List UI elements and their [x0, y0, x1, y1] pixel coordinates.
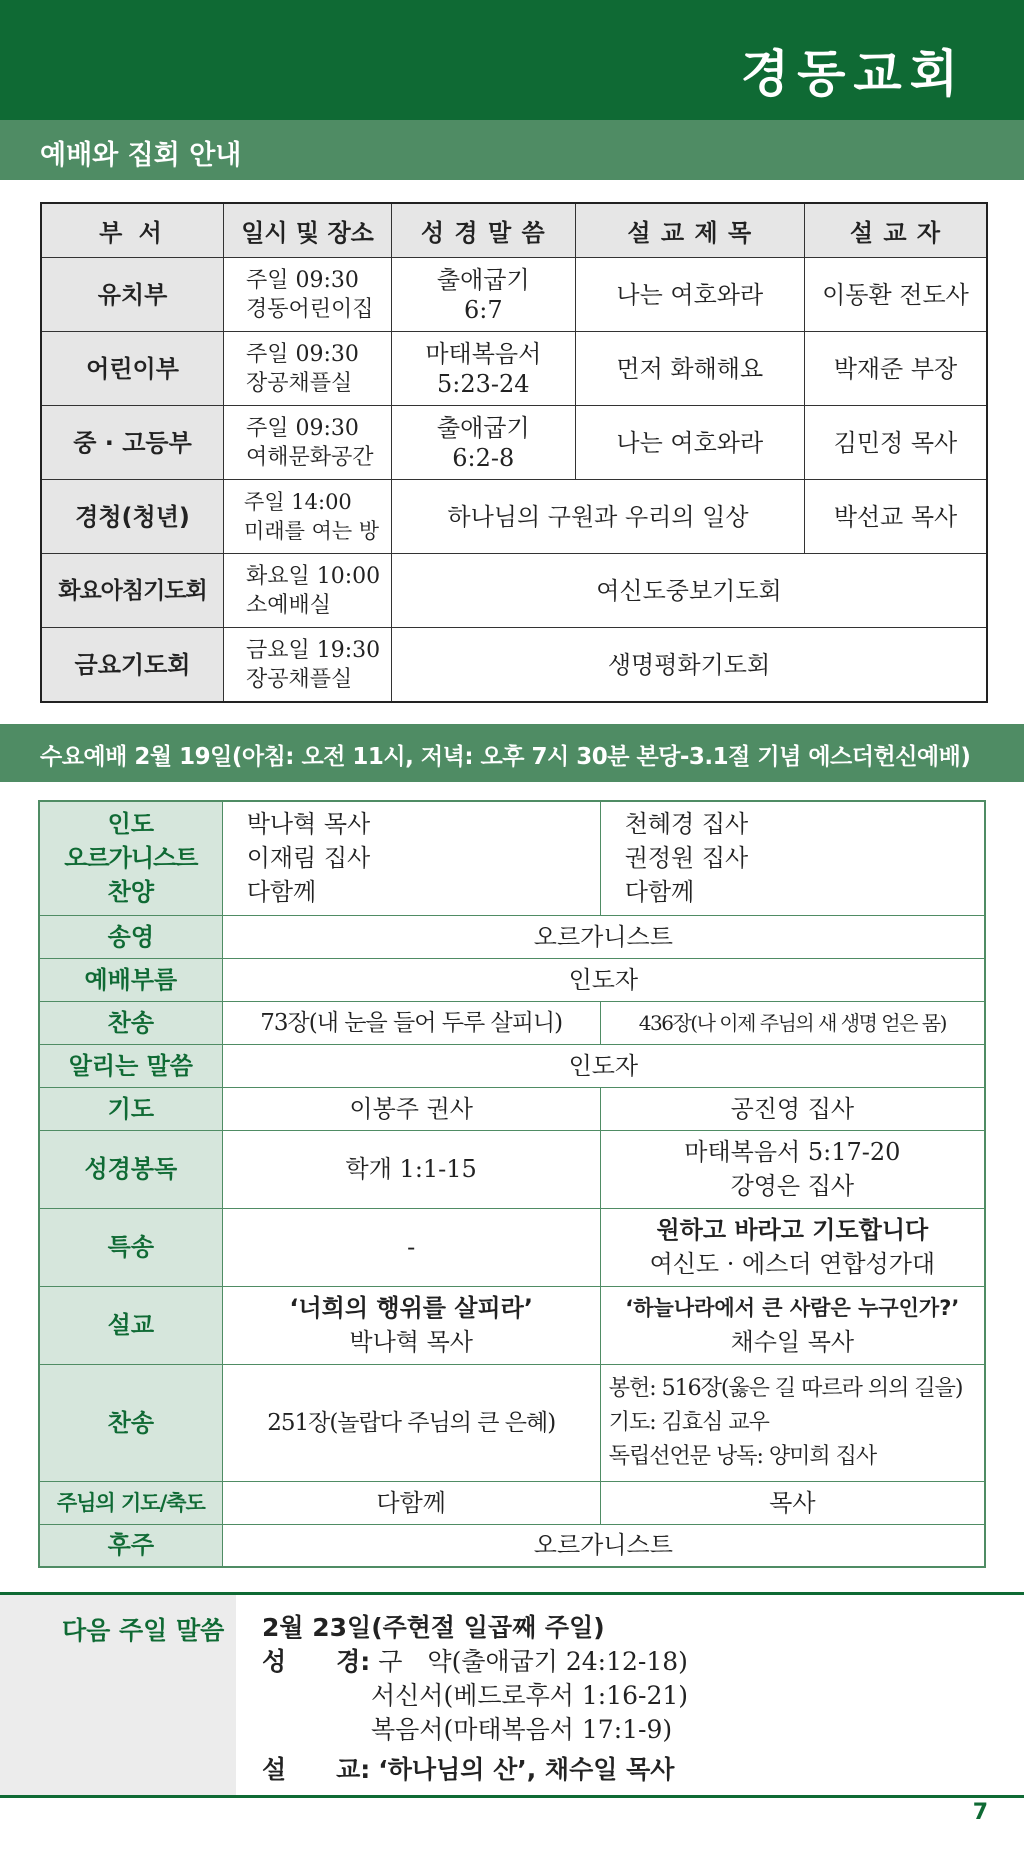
- hymn-morning: 73장(내 눈을 들어 두루 살피니): [222, 1001, 600, 1044]
- preacher: 김민정 목사: [804, 406, 987, 480]
- column-header: 성 경 말 씀: [391, 203, 575, 258]
- scripture-label: 성 경:: [262, 1647, 371, 1676]
- table-row: [39, 1208, 985, 1286]
- merged-program: 여신도중보기도회: [391, 554, 987, 628]
- time-place: [224, 628, 392, 703]
- reading-evening: [600, 1130, 985, 1208]
- section-title-wednesday: 수요예배 2월 19일(아침: 오전 11시, 저녁: 오후 7시 30분 본당-3.1절 기념 에스더헌신예배): [40, 744, 971, 770]
- praise-morning: 다함께: [246, 878, 317, 907]
- table-row: [39, 1286, 985, 1364]
- dept-name: 화요아침기도회: [41, 554, 224, 628]
- section-title-schedule: 예배와 집회 안내: [40, 140, 242, 171]
- prayer-evening: 공진영 집사: [600, 1087, 985, 1130]
- place-text: 미래를 여는 방: [244, 518, 380, 543]
- time-text: 주일 09:30: [246, 415, 359, 441]
- notice-value: 인도자: [222, 1044, 985, 1087]
- scripture-gospel: 복음서(마태복음서 17:1-9): [371, 1715, 673, 1744]
- organist-morning: 이재림 집사: [246, 844, 371, 873]
- next-week-date: 2월 23일(주현절 일곱째 주일): [262, 1613, 605, 1642]
- reading-evening-text: 마태복음서 5:17-20: [684, 1138, 901, 1166]
- label-call: 예배부름: [39, 958, 222, 1001]
- scripture: [391, 258, 575, 332]
- scripture-epistle: 서신서(베드로후서 1:16-21): [371, 1681, 689, 1710]
- place-text: 장공채플실: [246, 666, 353, 692]
- department-schedule-table: [40, 202, 988, 703]
- sermon-evening: [600, 1286, 985, 1364]
- postlude-value: 오르가니스트: [222, 1524, 985, 1567]
- next-week-label-area: [0, 1595, 236, 1795]
- sermon-morning: [222, 1286, 600, 1364]
- place-text: 장공채플실: [246, 370, 353, 396]
- sermon-morning-title: ‘너희의 행위를 살피라’: [289, 1294, 533, 1322]
- table-row: [41, 406, 987, 480]
- hymn-evening: 436장(나 이제 주님의 새 생명 얻은 몸): [600, 1001, 985, 1044]
- column-header: 부 서: [41, 203, 224, 258]
- merged-program: 생명평화기도회: [391, 628, 987, 703]
- leader-morning: 박나혁 목사: [246, 810, 371, 839]
- table-row: [39, 1130, 985, 1208]
- sermon-title: 나는 여호와라: [575, 406, 804, 480]
- dept-name: 어린이부: [41, 332, 224, 406]
- benediction-evening: 목사: [600, 1481, 985, 1524]
- time-text: 화요일 10:00: [246, 563, 381, 589]
- table-row: [39, 801, 985, 915]
- time-place: [224, 554, 392, 628]
- dept-name: 경청(청년): [41, 480, 224, 554]
- label-songyoung: 송영: [39, 915, 222, 958]
- scripture-ot: 구 약(출애굽기 24:12-18): [378, 1647, 688, 1676]
- table-row: [41, 554, 987, 628]
- time-text: 주일 09:30: [246, 341, 359, 367]
- reading-morning: 학개 1:1-15: [222, 1130, 600, 1208]
- table-header-row: [41, 203, 987, 258]
- table-row: [39, 1044, 985, 1087]
- table-row: [41, 628, 987, 703]
- next-week-title: 다음 주일 말씀: [62, 1616, 225, 1645]
- section-bar-schedule: [0, 120, 1024, 180]
- dept-name: 중 · 고등부: [41, 406, 224, 480]
- dept-name: 유치부: [41, 258, 224, 332]
- roles-morning: [222, 801, 600, 915]
- sermon-label: 설 교:: [262, 1755, 371, 1784]
- scripture-verse: 6:2-8: [452, 443, 515, 472]
- label-prayer: 기도: [39, 1087, 222, 1130]
- sermon-morning-preacher: 박나혁 목사: [349, 1328, 473, 1356]
- special-evening: [600, 1208, 985, 1286]
- label-sermon: 설교: [39, 1286, 222, 1364]
- label-benediction: 주님의 기도/축도: [39, 1481, 222, 1524]
- special-evening-title: 원하고 바라고 기도합니다: [656, 1216, 929, 1244]
- table-row: [39, 1001, 985, 1044]
- sermon-title: 먼저 화해해요: [575, 332, 804, 406]
- church-logo-text: 경동교회: [740, 45, 966, 103]
- sermon-evening-title: ‘하늘나라에서 큰 사람은 누구인가?’: [625, 1296, 960, 1320]
- organist-evening: 권정원 집사: [624, 844, 749, 873]
- column-header: 일시 및 장소: [224, 203, 392, 258]
- scripture-epistle-line: [262, 1679, 688, 1713]
- label-leader: 인도: [107, 810, 155, 839]
- scripture: [391, 406, 575, 480]
- roles-labels: [39, 801, 222, 915]
- preacher: 박선교 목사: [804, 480, 987, 554]
- next-sermon: ‘하나님의 산’, 채수일 목사: [378, 1755, 675, 1784]
- next-week-box: [0, 1592, 1024, 1798]
- dept-name: 금요기도회: [41, 628, 224, 703]
- call-value: 인도자: [222, 958, 985, 1001]
- table-row: [39, 1481, 985, 1524]
- time-text: 주일 09:30: [246, 267, 359, 293]
- special-morning: -: [222, 1208, 600, 1286]
- place-text: 소예배실: [246, 592, 332, 618]
- time-place: [224, 258, 392, 332]
- label-special: 특송: [39, 1208, 222, 1286]
- scripture-book: 출애굽기: [436, 265, 530, 294]
- sermon-title: 나는 여호와라: [575, 258, 804, 332]
- scripture-book: 출애굽기: [436, 413, 530, 442]
- hymn2-evening: [600, 1364, 985, 1481]
- special-evening-choir: 여신도 · 에스더 연합성가대: [649, 1250, 936, 1278]
- table-row: [39, 1524, 985, 1567]
- next-week-body: [262, 1611, 688, 1787]
- place-text: 경동어린이집: [246, 296, 374, 322]
- page-number: 7: [972, 1800, 988, 1825]
- scripture-ot-line: [262, 1645, 688, 1679]
- time-text: 금요일 19:30: [246, 637, 381, 663]
- table-row: [41, 258, 987, 332]
- label-organist: 오르가니스트: [64, 844, 198, 873]
- sermon-evening-preacher: 채수일 목사: [730, 1328, 855, 1356]
- hymn2-morning: 251장(놀랍다 주님의 큰 은혜): [222, 1364, 600, 1481]
- preacher: 이동환 전도사: [804, 258, 987, 332]
- label-reading: 성경봉독: [39, 1130, 222, 1208]
- roles-evening: [600, 801, 985, 915]
- place-text: 여해문화공간: [246, 444, 374, 470]
- leader-evening: 천혜경 집사: [624, 810, 749, 839]
- preacher: 박재준 부장: [804, 332, 987, 406]
- table-row: [39, 1364, 985, 1481]
- table-row: [39, 915, 985, 958]
- praise-evening: 다함께: [624, 878, 695, 907]
- scripture-gospel-line: [262, 1713, 688, 1747]
- label-hymn2: 찬송: [39, 1364, 222, 1481]
- songyoung-value: 오르가니스트: [222, 915, 985, 958]
- table-row: [41, 480, 987, 554]
- table-row: [39, 958, 985, 1001]
- wednesday-service-table: [38, 800, 986, 1568]
- reading-evening-reader: 강영은 집사: [730, 1172, 855, 1200]
- label-hymn: 찬송: [39, 1001, 222, 1044]
- scripture-verse: 6:7: [463, 295, 503, 324]
- benediction-morning: 다함께: [222, 1481, 600, 1524]
- scripture: [391, 332, 575, 406]
- scripture-verse: 5:23-24: [437, 369, 530, 398]
- prayer-line: 기도: 김효심 교우: [608, 1409, 769, 1435]
- scripture-book: 마태복음서: [425, 339, 542, 368]
- merged-program: 하나님의 구원과 우리의 일상: [391, 480, 804, 554]
- label-postlude: 후주: [39, 1524, 222, 1567]
- label-notice: 알리는 말씀: [39, 1044, 222, 1087]
- declaration-line: 독립선언문 낭독: 양미희 집사: [608, 1443, 877, 1469]
- prayer-morning: 이봉주 권사: [222, 1087, 600, 1130]
- time-place: [224, 406, 392, 480]
- time-place: [224, 480, 392, 554]
- table-row: [41, 332, 987, 406]
- column-header: 설 교 제 목: [575, 203, 804, 258]
- offering-line: 봉헌: 516장(옳은 길 따르라 의의 길을): [608, 1375, 963, 1401]
- table-row: [39, 1087, 985, 1130]
- time-place: [224, 332, 392, 406]
- section-bar-wednesday: [0, 724, 1024, 782]
- label-praise: 찬양: [107, 878, 155, 907]
- header-bar: [0, 0, 1024, 120]
- time-text: 주일 14:00: [244, 489, 352, 514]
- column-header: 설 교 자: [804, 203, 987, 258]
- sermon-line: [262, 1753, 688, 1787]
